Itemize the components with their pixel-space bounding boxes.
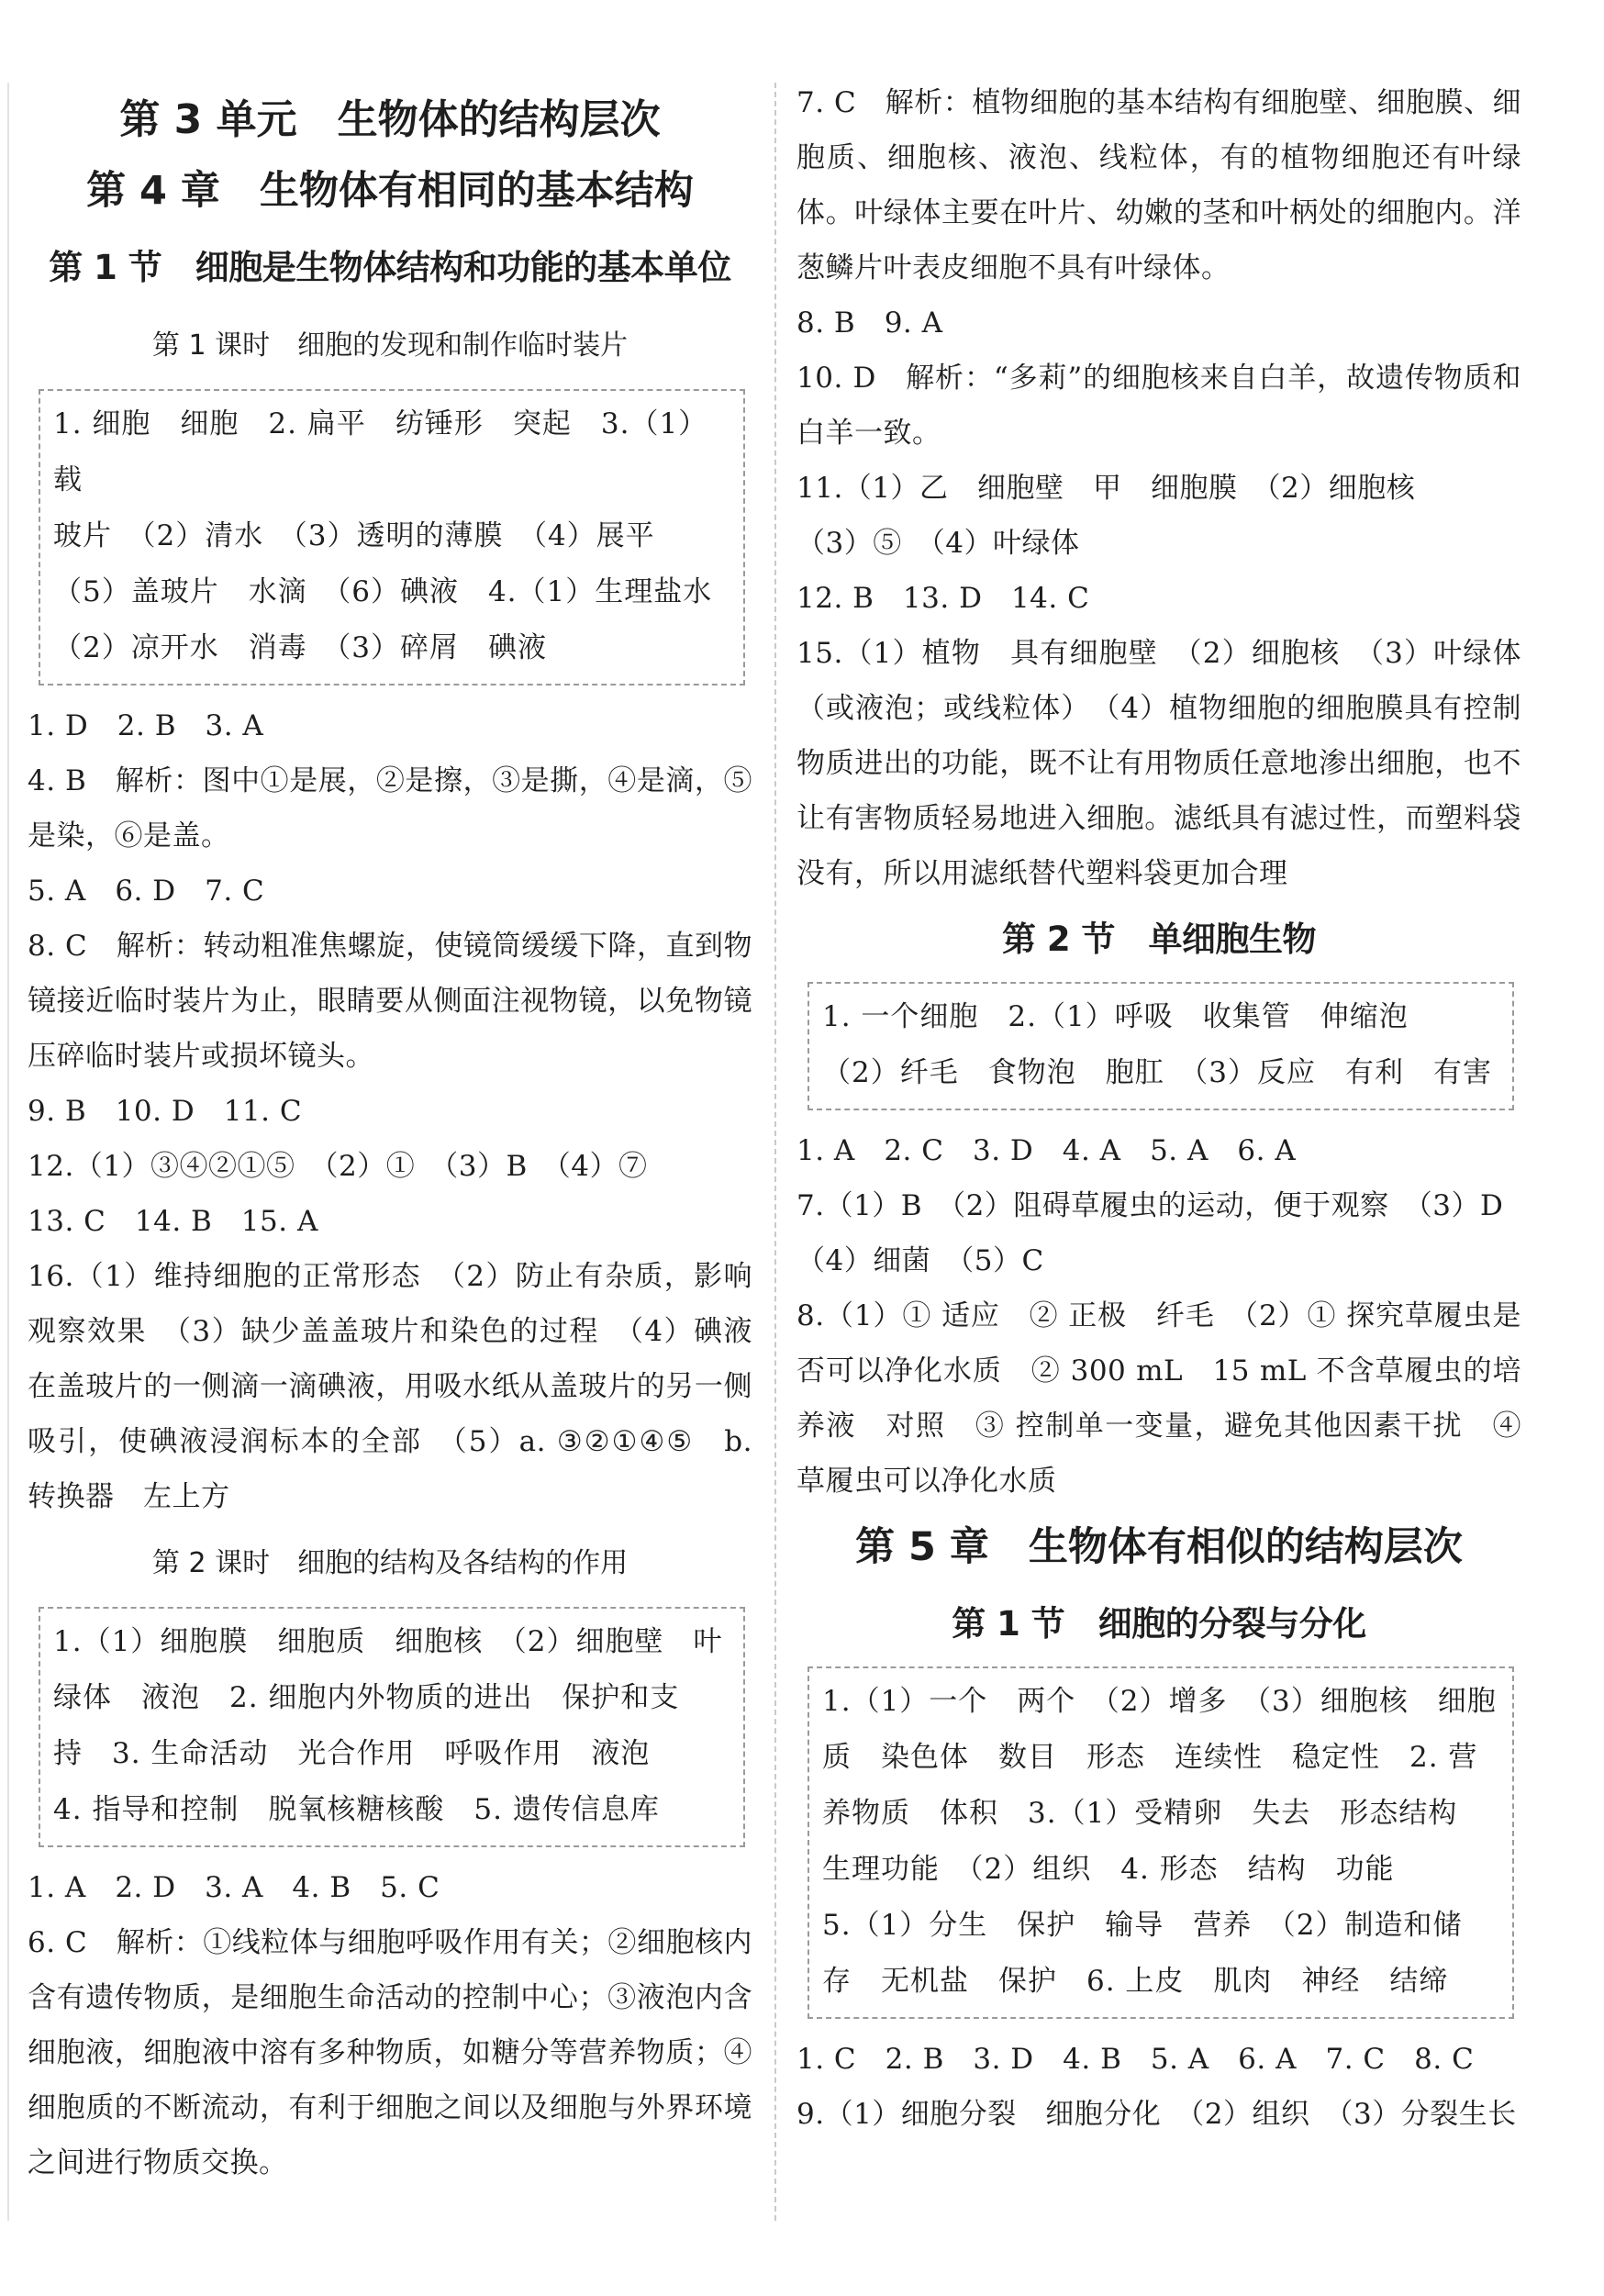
answer-line: 6. C 解析：①线粒体与细胞呼吸作用有关；②细胞核内含有遗传物质，是细胞生命活动的控制中心；③液泡内含细胞液，细胞液中溶有多种物质，如糖分等营养物质；④细胞质的不断流动，有利于细胞之间以及细胞与外界环境之间进行物质交换。 bbox=[28, 1926, 752, 2179]
answer-line: 10. D 解析：“多莉”的细胞核来自白羊，故遗传物质和白羊一致。 bbox=[796, 362, 1521, 450]
answer-line: 1. A 2. C 3. D 4. A 5. A 6. A bbox=[796, 1134, 1297, 1167]
answer-line: 1. D 2. B 3. A bbox=[28, 709, 264, 742]
ch5-section-1-title: 第 1 节 细胞的分裂与分化 bbox=[952, 1604, 1366, 1644]
box-line: 1. 细胞 细胞 2. 扁平 纺锤形 突起 3.（1）载 bbox=[53, 407, 708, 496]
lesson-2-answers bbox=[28, 1860, 752, 2190]
answer-line: 7.（1）B （2）阻碍草履虫的运动，便于观察 （3）D bbox=[796, 1189, 1504, 1222]
chapter-4-title: 第 4 章 生物体有相同的基本结构 bbox=[86, 168, 694, 214]
continued-answers bbox=[796, 75, 1521, 901]
box-line: （5）盖玻片 水滴 （6）碘液 4.（1）生理盐水 bbox=[53, 575, 713, 608]
box-line: 质 染色体 数目 形态 连续性 稳定性 2. 营 bbox=[822, 1741, 1478, 1774]
box-line: 养物质 体积 3.（1）受精卵 失去 形态结构 bbox=[822, 1797, 1458, 1830]
column-divider bbox=[774, 83, 776, 2221]
box-line: 存 无机盐 保护 6. 上皮 肌肉 神经 结缔 bbox=[822, 1965, 1449, 1998]
box-line: 玻片 （2）清水 （3）透明的薄膜 （4）展平 bbox=[53, 519, 655, 552]
answer-line: 8.（1）① 适应 ② 正极 纤毛 （2）① 探究草履虫是否可以净化水质 ② 300 mL 15 mL 不含草履虫的培养液 对照 ③ 控制单一变量，避免其他因素干扰 ④ 草履虫可以净化水质 bbox=[796, 1299, 1521, 1498]
box-line: （2）凉开水 消毒 （3）碎屑 碘液 bbox=[53, 631, 547, 664]
answer-line: 1. C 2. B 3. D 4. B 5. A 6. A 7. C 8. C bbox=[796, 2043, 1475, 2076]
lesson-2-knowledge-box bbox=[39, 1607, 745, 1847]
answer-line: 9.（1）细胞分裂 细胞分化 （2）组织 （3）分裂生长 bbox=[796, 2098, 1517, 2131]
chapter-5-title: 第 5 章 生物体有相似的结构层次 bbox=[855, 1524, 1463, 1570]
answer-line: 8. C 解析：转动粗准焦螺旋，使镜筒缓缓下降，直到物镜接近临时装片为止，眼睛要从侧面注视物镜，以免物镜压碎临时装片或损坏镜头。 bbox=[28, 930, 752, 1073]
answer-line: 9. B 10. D 11. C bbox=[28, 1095, 303, 1128]
right-column bbox=[796, 0, 1521, 2142]
answer-line: （4）细菌 （5）C bbox=[796, 1244, 1044, 1277]
section-1-title: 第 1 节 细胞是生物体结构和功能的基本单位 bbox=[49, 248, 731, 287]
lesson-2-title: 第 2 课时 细胞的结构及各结构的作用 bbox=[151, 1547, 629, 1579]
unit-title: 第 3 单元 生物体的结构层次 bbox=[119, 96, 661, 143]
answer-line: 12. B 13. D 14. C bbox=[796, 582, 1090, 615]
answer-line: 8. B 9. A bbox=[796, 307, 943, 340]
box-line: 5.（1）分生 保护 输导 营养 （2）制造和储 bbox=[822, 1909, 1463, 1942]
answer-line: 4. B 解析：图中①是展，②是擦，③是撕，④是滴，⑤是染，⑥是盖。 bbox=[28, 764, 752, 853]
answer-line: 12.（1）③④②①⑤ （2）① （3）B （4）⑦ bbox=[28, 1150, 648, 1183]
section-2-answers bbox=[796, 1123, 1521, 1509]
answer-line: 13. C 14. B 15. A bbox=[28, 1205, 318, 1238]
box-line: 1.（1）细胞膜 细胞质 细胞核 （2）细胞壁 叶 bbox=[53, 1625, 723, 1658]
box-line: 生理功能 （2）组织 4. 形态 结构 功能 bbox=[822, 1853, 1395, 1886]
box-line: 1. 一个细胞 2.（1）呼吸 收集管 伸缩泡 bbox=[822, 1000, 1409, 1033]
box-line: （2）纤毛 食物泡 胞肛 （3）反应 有利 有害 bbox=[822, 1056, 1492, 1089]
box-line: 持 3. 生命活动 光合作用 呼吸作用 液泡 bbox=[53, 1737, 651, 1770]
box-line: 绿体 液泡 2. 细胞内外物质的进出 保护和支 bbox=[53, 1681, 680, 1714]
answer-line: 5. A 6. D 7. C bbox=[28, 875, 265, 908]
section-2-title: 第 2 节 单细胞生物 bbox=[1001, 920, 1316, 959]
section-2-knowledge-box bbox=[808, 982, 1514, 1110]
answer-line: 16.（1）维持细胞的正常形态 （2）防止有杂质，影响观察效果 （3）缺少盖盖玻片和染色的过程 （4）碘液 在盖玻片的一侧滴一滴碘液，用吸水纸从盖玻片的另一侧吸引，使碘液浸润标本的全部 （5）a. ③②①④⑤ b. 转换器 左上方 bbox=[28, 1260, 782, 1513]
answer-line: （3）⑤ （4）叶绿体 bbox=[796, 527, 1080, 560]
box-line: 4. 指导和控制 脱氧核糖核酸 5. 遗传信息库 bbox=[53, 1793, 660, 1826]
ch5-knowledge-box bbox=[808, 1666, 1514, 2019]
answer-line: 15.（1）植物 具有细胞壁 （2）细胞核 （3）叶绿体（或液泡；或线粒体） （4）植物细胞的细胞膜具有控制物质进出的功能，既不让有用物质任意地渗出细胞，也不让有害物质轻易地进入细胞。滤纸具有滤过性，而塑料袋没有，所以用滤纸替代塑料袋更加合理 bbox=[796, 637, 1521, 890]
ch5-answers bbox=[796, 2032, 1521, 2142]
lesson-1-title: 第 1 课时 细胞的发现和制作临时装片 bbox=[151, 329, 629, 362]
left-margin-rule bbox=[7, 83, 9, 2221]
answer-line: 7. C 解析：植物细胞的基本结构有细胞壁、细胞膜、细胞质、细胞核、液泡、线粒体，有的植物细胞还有叶绿体。叶绿体主要在叶片、幼嫩的茎和叶柄处的细胞内。洋葱鳞片叶表皮细胞不具有叶绿体。 bbox=[796, 86, 1521, 284]
answer-line: 1. A 2. D 3. A 4. B 5. C bbox=[28, 1871, 440, 1904]
lesson-1-knowledge-box bbox=[39, 389, 745, 685]
left-column bbox=[28, 0, 782, 2190]
answer-line: 11.（1）乙 细胞壁 甲 细胞膜 （2）细胞核 bbox=[796, 472, 1416, 505]
lesson-1-answers bbox=[28, 698, 782, 1524]
box-line: 1.（1）一个 两个 （2）增多 （3）细胞核 细胞 bbox=[822, 1685, 1497, 1718]
